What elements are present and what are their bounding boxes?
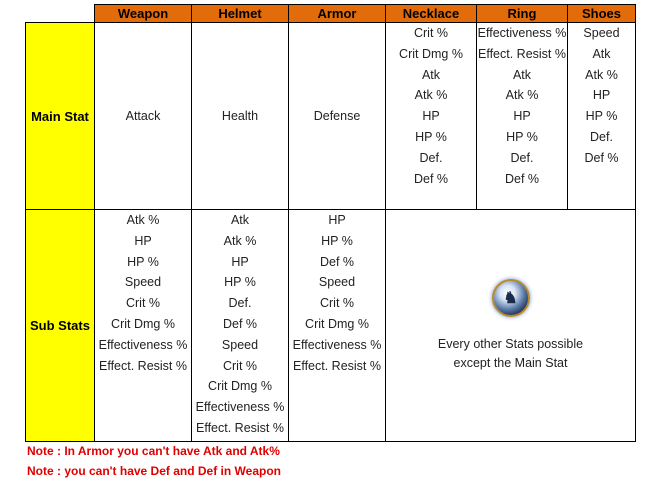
stat-entry: Atk % [126, 213, 160, 227]
stat-entry: HP % [224, 275, 256, 290]
stat-entry: Def % [504, 171, 540, 186]
stat-entry: Atk % [414, 88, 448, 103]
col-header-armor: Armor [289, 5, 386, 23]
col-header-ring: Ring [477, 5, 568, 23]
main-stat-weapon [95, 23, 192, 210]
header-row [26, 5, 636, 23]
stat-entry: Crit Dmg % [305, 316, 369, 331]
sub-stats-armor [289, 210, 386, 442]
sub-stats-weapon [95, 210, 192, 442]
notes [27, 441, 281, 481]
stat-entry: HP [231, 254, 249, 269]
stat-entry: HP [513, 109, 531, 124]
stat-entry: Atk % [505, 88, 539, 103]
col-header-shoes: Shoes [568, 5, 636, 23]
stat-entry: HP [134, 233, 152, 248]
stat-entry: Atk [421, 67, 441, 82]
others-line-2: except the Main Stat [453, 355, 568, 370]
stat-entry: Crit % [319, 296, 355, 311]
stat-entry: Atk [512, 67, 532, 82]
stat-entry: Crit % [125, 296, 161, 311]
stat-entry: Speed [221, 337, 259, 352]
stat-entry: Def. [590, 129, 613, 144]
stat-entry: Crit % [222, 358, 258, 373]
stat-entry: HP [592, 88, 611, 103]
sub-stats-row [26, 210, 636, 442]
note-armor: Note : In Armor you can't have Atk and Atk% [27, 444, 280, 458]
row-header-main-stat: Main Stat [26, 23, 95, 210]
stat-entry: HP % [506, 129, 538, 144]
stat-entry: Def % [222, 316, 258, 331]
stat-entry: Speed [318, 275, 356, 290]
main-stat-armor [289, 23, 386, 210]
stat-entry: Effectiveness % [477, 26, 567, 40]
stat-entry: Atk [230, 213, 250, 227]
main-stat-shoes [568, 23, 636, 210]
stat-entry: Def % [413, 171, 449, 186]
others-line-1: Every other Stats possible [437, 336, 584, 351]
stat-entry: Effect. Resist % [99, 358, 187, 373]
stat-entry: Effect. Resist % [196, 420, 284, 435]
stat-entry: Def % [584, 150, 619, 165]
sub-stats-others [386, 210, 636, 442]
stat-entry: Crit Dmg % [111, 316, 175, 331]
stat-entry: Atk [592, 46, 611, 61]
stat-entry: Crit Dmg % [399, 46, 463, 61]
stat-entry: Attack [125, 108, 161, 123]
stat-entry: Speed [124, 275, 162, 290]
stat-entry: Effectiveness % [195, 400, 285, 415]
stat-entry: HP [328, 213, 346, 227]
stat-entry: HP % [585, 109, 618, 124]
col-header-weapon: Weapon [95, 5, 192, 23]
stat-entry: Def. [510, 150, 534, 165]
note-weapon: Note : you can't have Def and Def in Weapon [27, 464, 281, 478]
stat-entry: HP % [127, 254, 159, 269]
knight-emblem-icon: ♞ [492, 279, 530, 317]
col-header-helmet: Helmet [192, 5, 289, 23]
stat-entry: Effectiveness % [292, 337, 382, 352]
main-stat-helmet [192, 23, 289, 210]
stat-entry: HP % [321, 233, 353, 248]
stat-entry: Speed [583, 26, 620, 40]
stat-entry: HP [422, 109, 440, 124]
corner-cell [26, 5, 95, 23]
row-header-sub-stats: Sub Stats [26, 210, 95, 442]
stat-entry: Effect. Resist % [478, 46, 566, 61]
stat-entry: Crit Dmg % [208, 379, 272, 394]
stat-entry: Crit % [413, 26, 449, 40]
main-stat-ring [477, 23, 568, 210]
col-header-necklace: Necklace [386, 5, 477, 23]
stat-entry: Def. [419, 150, 443, 165]
stat-entry: Health [221, 108, 259, 123]
stat-entry: Effectiveness % [98, 337, 188, 352]
stat-entry: Atk % [223, 233, 257, 248]
stat-entry: Def. [228, 296, 252, 311]
main-stat-row [26, 23, 636, 210]
stat-entry: Def % [319, 254, 355, 269]
stat-entry: Atk % [585, 67, 618, 82]
stat-entry: HP % [415, 129, 447, 144]
sub-stats-helmet [192, 210, 289, 442]
gear-stats-table [25, 4, 636, 442]
stat-entry: Effect. Resist % [293, 358, 381, 373]
main-stat-necklace [386, 23, 477, 210]
stat-entry: Defense [313, 108, 361, 123]
